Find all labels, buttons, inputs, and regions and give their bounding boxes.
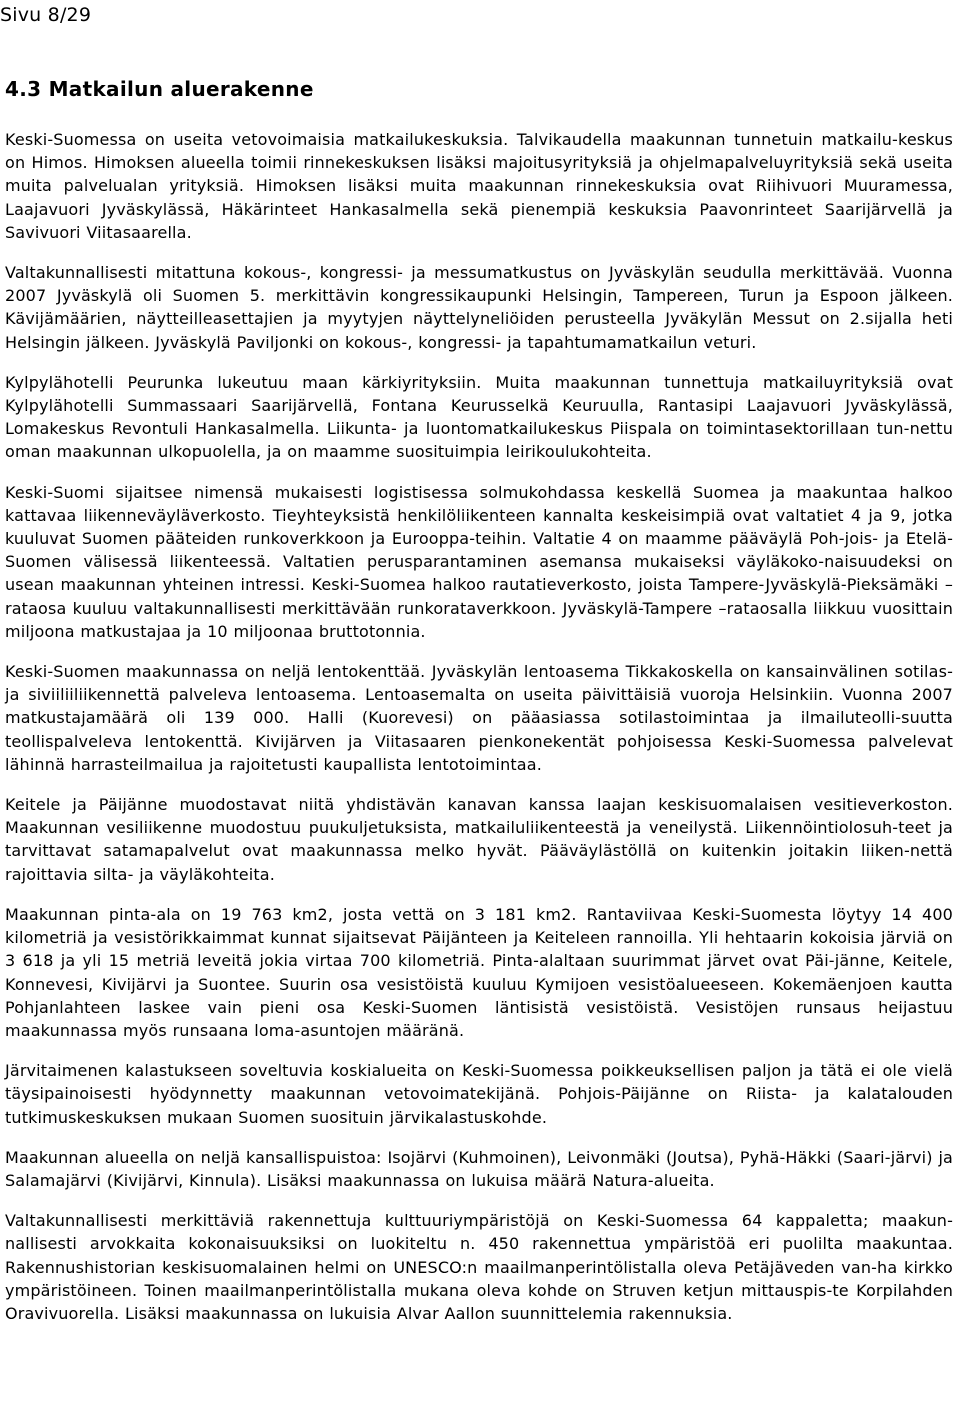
paragraph-waterways: Keitele ja Päijänne muodostavat niitä yhdistävän kanavan kanssa laajan keskisuomalaisen vesitieverkoston. Maakunnan vesiliikenne muodostuu puukuljetuksista, matkailuliikenteestä ja veneilystä. Liikennöintiolosuh-teet ja tarvittavat satamapalvelut ovat maakunnassa melko hyvät. Pääväylästöllä on kuitenkin joitakin liiken-nettä rajoittavia silta- ja väyläkohteita. [5,795,953,884]
body-text [5,128,953,1325]
paragraph-lakes: Maakunnan pinta-ala on 19 763 km2, josta vettä on 3 181 km2. Rantaviivaa Keski-Suomesta löytyy 14 400 kilometriä ja vesistörikkaimmat kunnat sijaitsevat Päijänteen ja Keiteleen rannoilla. Yli hehtaarin kokoisia järviä on 3 618 ja yli 15 metriä leveitä jokia virtaa 700 kilometriä. Pinta-alaltaan suurimmat järvet ovat Päi-jänne, Keitele, Konnevesi, Kivijärvi ja Suontee. Suurin osa vesistöistä kuuluu Kymijoen vesistöalueeseen. Kokemäenjoen kautta Pohjanlahteen laskee vain pieni osa Keski-Suomen läntisistä vesistöistä. Vesistöjen runsaus heijastuu maakunnassa myös runsaana loma-asuntojen määränä. [5,904,953,1040]
page-number: Sivu 8/29 [0,4,92,26]
paragraph-transport-network: Keski-Suomi sijaitsee nimensä mukaisesti logistisessa solmukohdassa keskellä Suomea ja maakuntaa halkoo kattavaa liikenneväyläverkosto. Tieyhteyksistä henkilöliikenteen kannalta keskeisimpiä ovat valtatiet 4 ja 9, jotka kuuluvat Suomen pääteiden runkoverkkoon ja Eurooppa-teihin. Valtatie 4 on maamme pääväylä Poh-jois- ja Etelä-Suomen välisessä liikenteessä. Valtatien perusparantaminen asemansa mukaiseksi väyläkoko-naisuudeksi on usean maakunnan yhteinen intressi. Keski-Suomea halkoo rautatieverkosto, joista Tampere-Jyväskylä-Pieksämäki –rataosa kuuluu valtakunnallisesti merkittävään runkorataverkkoon. Jyväskylä-Tampere –rataosalla liikkuu vuosittain miljoona matkustajaa ja 10 miljoonaa bruttotonnia. [5,482,953,641]
section-heading: 4.3 Matkailun aluerakenne [5,77,314,101]
paragraph-fishing: Järvitaimenen kalastukseen soveltuvia koskialueita on Keski-Suomessa poikkeuksellisen paljon ja tätä ei ole vielä täysipainoisesti hyödynnetty maakunnan vetovoimatekijänä. Pohjois-Päijänne on Riista- ja kalatalouden tutkimuskeskuksen mukaan Suomen suosituin järvikalastuskohde. [5,1061,953,1127]
paragraph-spa-hotels: Kylpylähotelli Peurunka lukeutuu maan kärkiyrityksiin. Muita maakunnan tunnettuja matkailuyrityksiä ovat Kylpylähotelli Summassaari Saarijärvellä, Fontana Keurusselkä Keuruulla, Rantasipi Laajavuori Jyväskylässä, Lomakeskus Revontuli Hankasalmella. Liikunta- ja luontomatkailukeskus Piispala on toimintasektorillaan tun-nettu oman maakunnan ulkopuolella, ja on maamme suosituimpia leirikoulukohteita. [5,372,953,462]
paragraph-congress-tourism: Valtakunnallisesti mitattuna kokous-, kongressi- ja messumatkustus on Jyväskylän seudulla merkittävää. Vuonna 2007 Jyväskylä oli Suomen 5. merkittävin kongressikaupunki Helsingin, Tampereen, Turun ja Espoon jälkeen. Kävijämäärien, näytteilleasettajien ja myytyjen näyttelyneliöiden perusteella Jyväkylän Messut on 2.sijalla heti Helsingin jälkeen. Jyväskylä Paviljonki on kokous-, kongressi- ja tapahtumamatkailun veturi. [5,263,953,352]
paragraph-national-parks: Maakunnan alueella on neljä kansallispuistoa: Isojärvi (Kuhmoinen), Leivonmäki (Joutsa), Pyhä-Häkki (Saari-järvi) ja Salamajärvi (Kivijärvi, Kinnula). Lisäksi maakunnassa on lukuisa määrä Natura-alueita. [5,1147,953,1190]
paragraph-cultural-heritage: Valtakunnallisesti merkittäviä rakennettuja kulttuuriympäristöjä on Keski-Suomessa 64 kappaletta; maakun-nallisesti arvokkaita kokonaisuuksiksi on luokiteltu n. 450 rakennettua ympäristöä eri puolilta maakuntaa. Rakennushistorian keskisuomalainen helmi on UNESCO:n maailmanperintölistalla oleva Petäjäveden van-ha kirkko ympäristöineen. Toinen maailmanperintölistalla mukana oleva kohde on Struven ketjun mittauspis-te Korpilahden Oravivuorella. Lisäksi maakunnassa on lukuisia Alvar Aallon suunnittelemia rakennuksia. [5,1211,953,1323]
paragraph-ski-resorts: Keski-Suomessa on useita vetovoimaisia matkailukeskuksia. Talvikaudella maakunnan tunnetuin matkailu-keskus on Himos. Himoksen alueella toimii rinnekeskuksen lisäksi majoitusyrityksiä ja ohjelmapalveluyrityksiä sekä useita muita palvelualan yrityksiä. Himoksen lisäksi muita maakunnan rinnekeskuksia ovat Riihivuori Muuramessa, Laajavuori Jyväskylässä, Häkärinteet Hankasalmella sekä pienempiä keskuksia Paavonrinteet Saarijärvellä ja Savivuori Viitasaarella. [5,130,953,242]
paragraph-airports: Keski-Suomen maakunnassa on neljä lentokenttää. Jyväskylän lentoasema Tikkakoskella on kansainvälinen sotilas- ja siviiliiliikennettä palveleva lentoasema. Lentoasemalta on useita päivittäisiä vuoroja Helsinkiin. Vuonna 2007 matkustajamäärä oli 139 000. Halli (Kuorevesi) on pääasiassa sotilastoimintaa ja ilmailuteolli-suutta teollispalveleva lentokenttä. Kivijärven ja Viitasaaren pienkonekentät pohjoisessa Keski-Suomessa palvelevat lähinnä harrasteilmailua ja rajoitetusti kaupallista lentotoimintaa. [5,662,953,774]
